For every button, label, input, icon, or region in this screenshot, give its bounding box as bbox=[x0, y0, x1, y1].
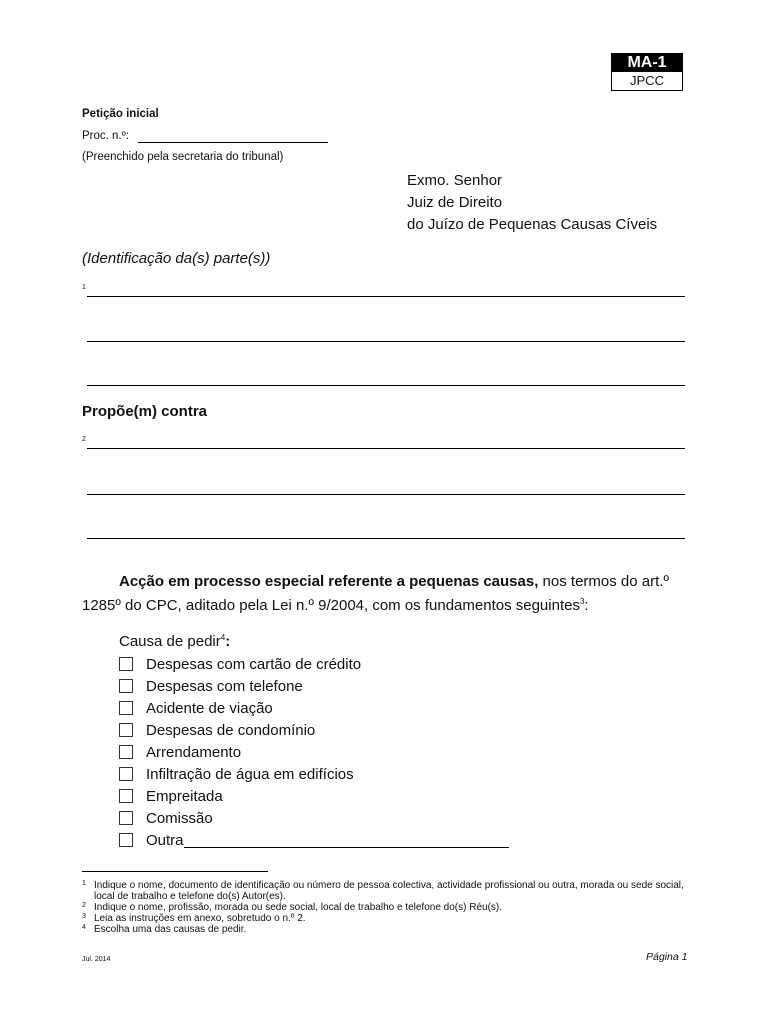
form-code: MA-1 bbox=[612, 54, 682, 72]
footnote-ref-3: 3 bbox=[579, 597, 585, 606]
addressee-line-2: Juiz de Direito bbox=[407, 194, 503, 211]
option-label: Despesas com cartão de crédito bbox=[146, 655, 362, 673]
addressee-block bbox=[407, 170, 657, 236]
cause-option-contract-work[interactable] bbox=[119, 786, 223, 806]
footnote-ref-4: 4 bbox=[220, 633, 226, 642]
option-label: Acidente de viação bbox=[146, 699, 273, 717]
cause-option-traffic-accident[interactable] bbox=[119, 698, 273, 718]
option-label: Empreitada bbox=[146, 787, 223, 805]
footnote-ref-2: 2 bbox=[82, 436, 86, 443]
footnote-3 bbox=[82, 913, 722, 924]
checkbox[interactable] bbox=[119, 789, 133, 803]
footnote-1 bbox=[82, 880, 722, 902]
checkbox[interactable] bbox=[119, 811, 133, 825]
action-line-2-end: : bbox=[584, 597, 589, 614]
action-line-1 bbox=[119, 570, 669, 594]
cause-option-commission[interactable] bbox=[119, 808, 213, 828]
plaintiff-line-1[interactable] bbox=[87, 296, 685, 297]
parties-identification-heading: (Identificação da(s) parte(s)) bbox=[82, 250, 271, 267]
cause-colon: : bbox=[225, 633, 231, 650]
document-title: Petição inicial bbox=[82, 108, 159, 120]
footnote-number: 2 bbox=[82, 902, 86, 909]
checkbox[interactable] bbox=[119, 833, 133, 847]
plaintiff-line-3[interactable] bbox=[87, 385, 685, 386]
addressee-line-3: do Juízo de Pequenas Causas Cíveis bbox=[407, 216, 658, 233]
addressee-line-1: Exmo. Senhor bbox=[407, 172, 503, 189]
footer-date: Jul. 2014 bbox=[82, 956, 111, 963]
option-label: Outra bbox=[146, 831, 184, 849]
other-cause-field[interactable] bbox=[184, 847, 509, 848]
proc-note: (Preenchido pela secretaria do tribunal) bbox=[82, 151, 284, 163]
checkbox[interactable] bbox=[119, 767, 133, 781]
footnotes bbox=[82, 880, 722, 935]
proc-number-field[interactable] bbox=[138, 142, 328, 143]
cause-option-lease[interactable] bbox=[119, 742, 241, 762]
option-label: Arrendamento bbox=[146, 743, 242, 761]
against-heading: Propõe(m) contra bbox=[82, 403, 208, 420]
footnote-text: Leia as instruções em anexo, sobretudo o n.º 2. bbox=[94, 913, 306, 924]
defendant-line-2[interactable] bbox=[87, 494, 685, 495]
footnote-2 bbox=[82, 902, 722, 913]
footnote-ref-1: 1 bbox=[82, 284, 86, 291]
plaintiff-line-2[interactable] bbox=[87, 341, 685, 342]
footnote-text: Indique o nome, documento de identificação ou número de pessoa colectiva, actividade profissional ou outra, morada ou sede social, bbox=[94, 880, 684, 891]
cause-option-telephone[interactable] bbox=[119, 676, 303, 696]
option-label: Despesas de condomínio bbox=[146, 721, 316, 739]
proc-label: Proc. n.º: bbox=[82, 130, 130, 142]
footnote-text: Escolha uma das causas de pedir. bbox=[94, 924, 247, 935]
form-court: JPCC bbox=[630, 73, 664, 88]
option-label: Despesas com telefone bbox=[146, 677, 303, 695]
footnote-number: 4 bbox=[82, 924, 86, 931]
checkbox[interactable] bbox=[119, 679, 133, 693]
option-label: Infiltração de água em edifícios bbox=[146, 765, 354, 783]
form-code-box bbox=[611, 53, 683, 91]
cause-option-water-infiltration[interactable] bbox=[119, 764, 354, 784]
cause-option-condominium[interactable] bbox=[119, 720, 315, 740]
action-line-2 bbox=[82, 594, 589, 618]
page-number: Página 1 bbox=[646, 951, 688, 963]
defendant-line-1[interactable] bbox=[87, 448, 685, 449]
cause-option-credit-card[interactable] bbox=[119, 654, 361, 674]
defendant-line-3[interactable] bbox=[87, 538, 685, 539]
footnote-number: 1 bbox=[82, 880, 86, 887]
cause-option-other[interactable] bbox=[119, 830, 184, 850]
checkbox[interactable] bbox=[119, 723, 133, 737]
footnote-text: Indique o nome, profissão, morada ou sede social, local de trabalho e telefone do(s) Réu(s). bbox=[94, 902, 503, 913]
checkbox[interactable] bbox=[119, 657, 133, 671]
footnote-number: 3 bbox=[82, 913, 86, 920]
checkbox[interactable] bbox=[119, 745, 133, 759]
option-label: Comissão bbox=[146, 809, 213, 827]
action-line-2-text: 1285º do CPC, aditado pela Lei n.º 9/2004, com os fundamentos seguintes bbox=[82, 597, 580, 614]
footnote-separator bbox=[82, 871, 268, 872]
checkbox[interactable] bbox=[119, 701, 133, 715]
cause-label-text: Causa de pedir bbox=[119, 633, 221, 650]
action-bold: Acção em processo especial referente a pequenas causas, bbox=[119, 573, 539, 590]
cause-label bbox=[119, 630, 230, 654]
action-rest: nos termos do art.º bbox=[538, 573, 669, 590]
footnote-text-cont: local de trabalho e telefone do(s) Autor(es). bbox=[94, 891, 286, 902]
footnote-4 bbox=[82, 924, 722, 935]
